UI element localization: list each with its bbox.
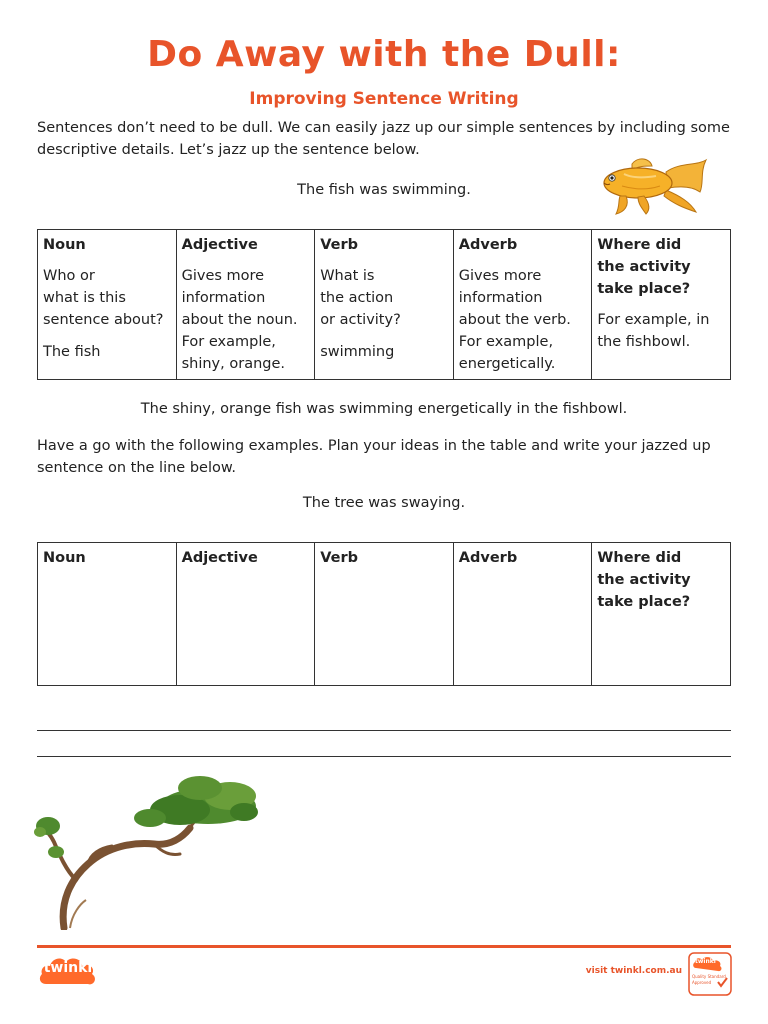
practice-table: [37, 542, 731, 686]
column-header-adverb: Adverb: [458, 550, 518, 566]
instructions-paragraph: Have a go with the following examples. Plan your ideas in the table and write your jazzed up sentence on the line below.: [37, 438, 711, 476]
badge-line: Approved: [692, 980, 712, 985]
adverb-description-line: about the verb.: [458, 312, 571, 328]
writing-line[interactable]: [37, 730, 731, 731]
verb-description-line: What is: [320, 268, 375, 284]
column-header-adjective: Adjective: [181, 550, 258, 566]
column-header-verb: Verb: [320, 550, 358, 566]
adverb-example-line: energetically.: [458, 356, 556, 372]
adverb-description-line: information: [458, 290, 543, 306]
where-example-line: the fishbowl.: [597, 334, 691, 350]
column-adverb: [453, 230, 592, 380]
column-header-where: take place?: [597, 281, 691, 297]
column-noun: [38, 230, 177, 380]
visit-link[interactable]: visit twinkl.com.au: [585, 966, 682, 976]
adjective-description-line: about the noun.: [181, 312, 298, 328]
column-adjective: [176, 230, 315, 380]
adjective-description-line: information: [181, 290, 266, 306]
column-header-where: Where did: [597, 237, 682, 253]
tree-illustration: [30, 772, 262, 930]
practice-column-adjective[interactable]: [176, 543, 315, 686]
practice-sentence: The tree was swaying.: [302, 495, 466, 511]
footer-rule: [37, 945, 731, 948]
column-header-adverb: Adverb: [458, 237, 518, 253]
jazzed-sentence: The shiny, orange fish was swimming energetically in the fishbowl.: [140, 401, 628, 417]
badge-logo-text: twinkl: [695, 958, 716, 965]
where-example-line: For example, in: [597, 312, 710, 328]
column-header-where: Where did: [597, 550, 682, 566]
column-header-noun: Noun: [43, 237, 86, 253]
verb-example: swimming: [320, 344, 395, 360]
intro-paragraph: Sentences don’t need to be dull. We can easily jazz up our simple sentences by including some descriptive details. Let’s jazz up the sentence below.: [37, 120, 730, 158]
adjective-description-line: Gives more: [181, 268, 265, 284]
noun-description-line: what is this: [43, 290, 126, 306]
practice-column-where[interactable]: [592, 543, 731, 686]
column-verb: [315, 230, 454, 380]
noun-description-line: Who or: [43, 268, 95, 284]
column-header-where: the activity: [597, 259, 691, 275]
column-header-adjective: Adjective: [181, 237, 258, 253]
verb-description-line: or activity?: [320, 312, 401, 328]
writing-line[interactable]: [37, 756, 731, 757]
column-header-verb: Verb: [320, 237, 358, 253]
page-subtitle: Improving Sentence Writing: [249, 89, 519, 109]
adverb-description-line: Gives more: [458, 268, 542, 284]
goldfish-illustration: [596, 156, 708, 216]
badge-line: Quality Standard: [692, 974, 726, 979]
quality-badge: [688, 952, 732, 996]
column-where: [592, 230, 731, 380]
noun-description-line: sentence about?: [43, 312, 164, 328]
example-table: [37, 229, 731, 380]
practice-column-verb[interactable]: [315, 543, 454, 686]
example-sentence: The fish was swimming.: [297, 182, 471, 198]
practice-column-noun[interactable]: [38, 543, 177, 686]
twinkl-logo[interactable]: [38, 954, 98, 988]
verb-description-line: the action: [320, 290, 394, 306]
logo-text: twinkl: [43, 960, 93, 976]
practice-column-adverb[interactable]: [453, 543, 592, 686]
adverb-example-line: For example,: [458, 334, 554, 350]
adjective-example-line: For example,: [181, 334, 276, 350]
column-header-where: take place?: [597, 594, 691, 610]
column-header-noun: Noun: [43, 550, 86, 566]
page-title: Do Away with the Dull:: [147, 34, 621, 75]
adjective-example-line: shiny, orange.: [181, 356, 285, 372]
noun-example: The fish: [43, 344, 101, 360]
column-header-where: the activity: [597, 572, 691, 588]
